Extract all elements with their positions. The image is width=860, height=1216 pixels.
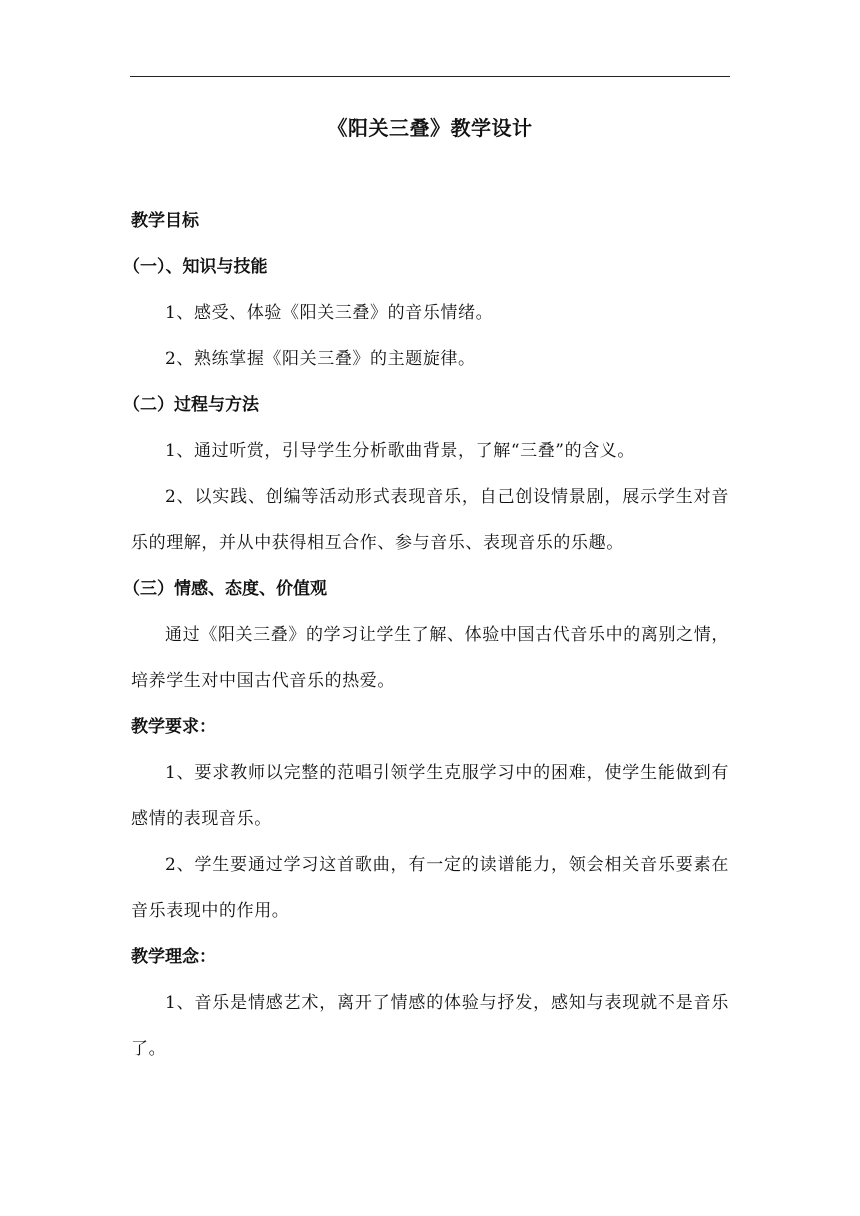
title-spacer (131, 148, 729, 198)
emotion-values-heading: （三）情感、态度、价值观 (123, 579, 327, 599)
objectives-heading: 教学目标 (131, 211, 199, 231)
header-rule (130, 76, 730, 77)
document-body (123, 108, 729, 1072)
knowledge-skills-heading: （一）、知识与技能 (123, 257, 268, 277)
process-item: 1、通过听赏，引导学生分析歌曲背景，了解“三叠”的含义。 (165, 441, 635, 461)
process-item: 2、以实践、创编等活动形式表现音乐，自己创设情景剧，展示学生对音乐的理解，并从中获得相互合作、参与音乐、表现音乐的乐趣。 (131, 487, 729, 553)
emotion-item: 通过《阳关三叠》的学习让学生了解、体验中国古代音乐中的离别之情，培养学生对中国古代音乐的热爱。 (131, 625, 729, 691)
requirement-item: 1、要求教师以完整的范唱引领学生克服学习中的困难，使学生能做到有感情的表现音乐。 (131, 763, 729, 829)
requirement-item: 2、学生要通过学习这首歌曲，有一定的读谱能力，领会相关音乐要素在音乐表现中的作用。 (131, 855, 729, 921)
document-title: 《阳关三叠》教学设计 (327, 116, 533, 140)
requirements-heading: 教学要求： (131, 717, 216, 737)
philosophy-heading: 教学理念： (131, 947, 216, 967)
philosophy-item: 1、音乐是情感艺术，离开了情感的体验与抒发，感知与表现就不是音乐了。 (131, 993, 729, 1059)
knowledge-item: 2、熟练掌握《阳关三叠》的主题旋律。 (165, 349, 476, 369)
knowledge-item: 1、感受、体验《阳关三叠》的音乐情绪。 (165, 303, 494, 323)
process-method-heading: （二）过程与方法 (123, 395, 259, 415)
